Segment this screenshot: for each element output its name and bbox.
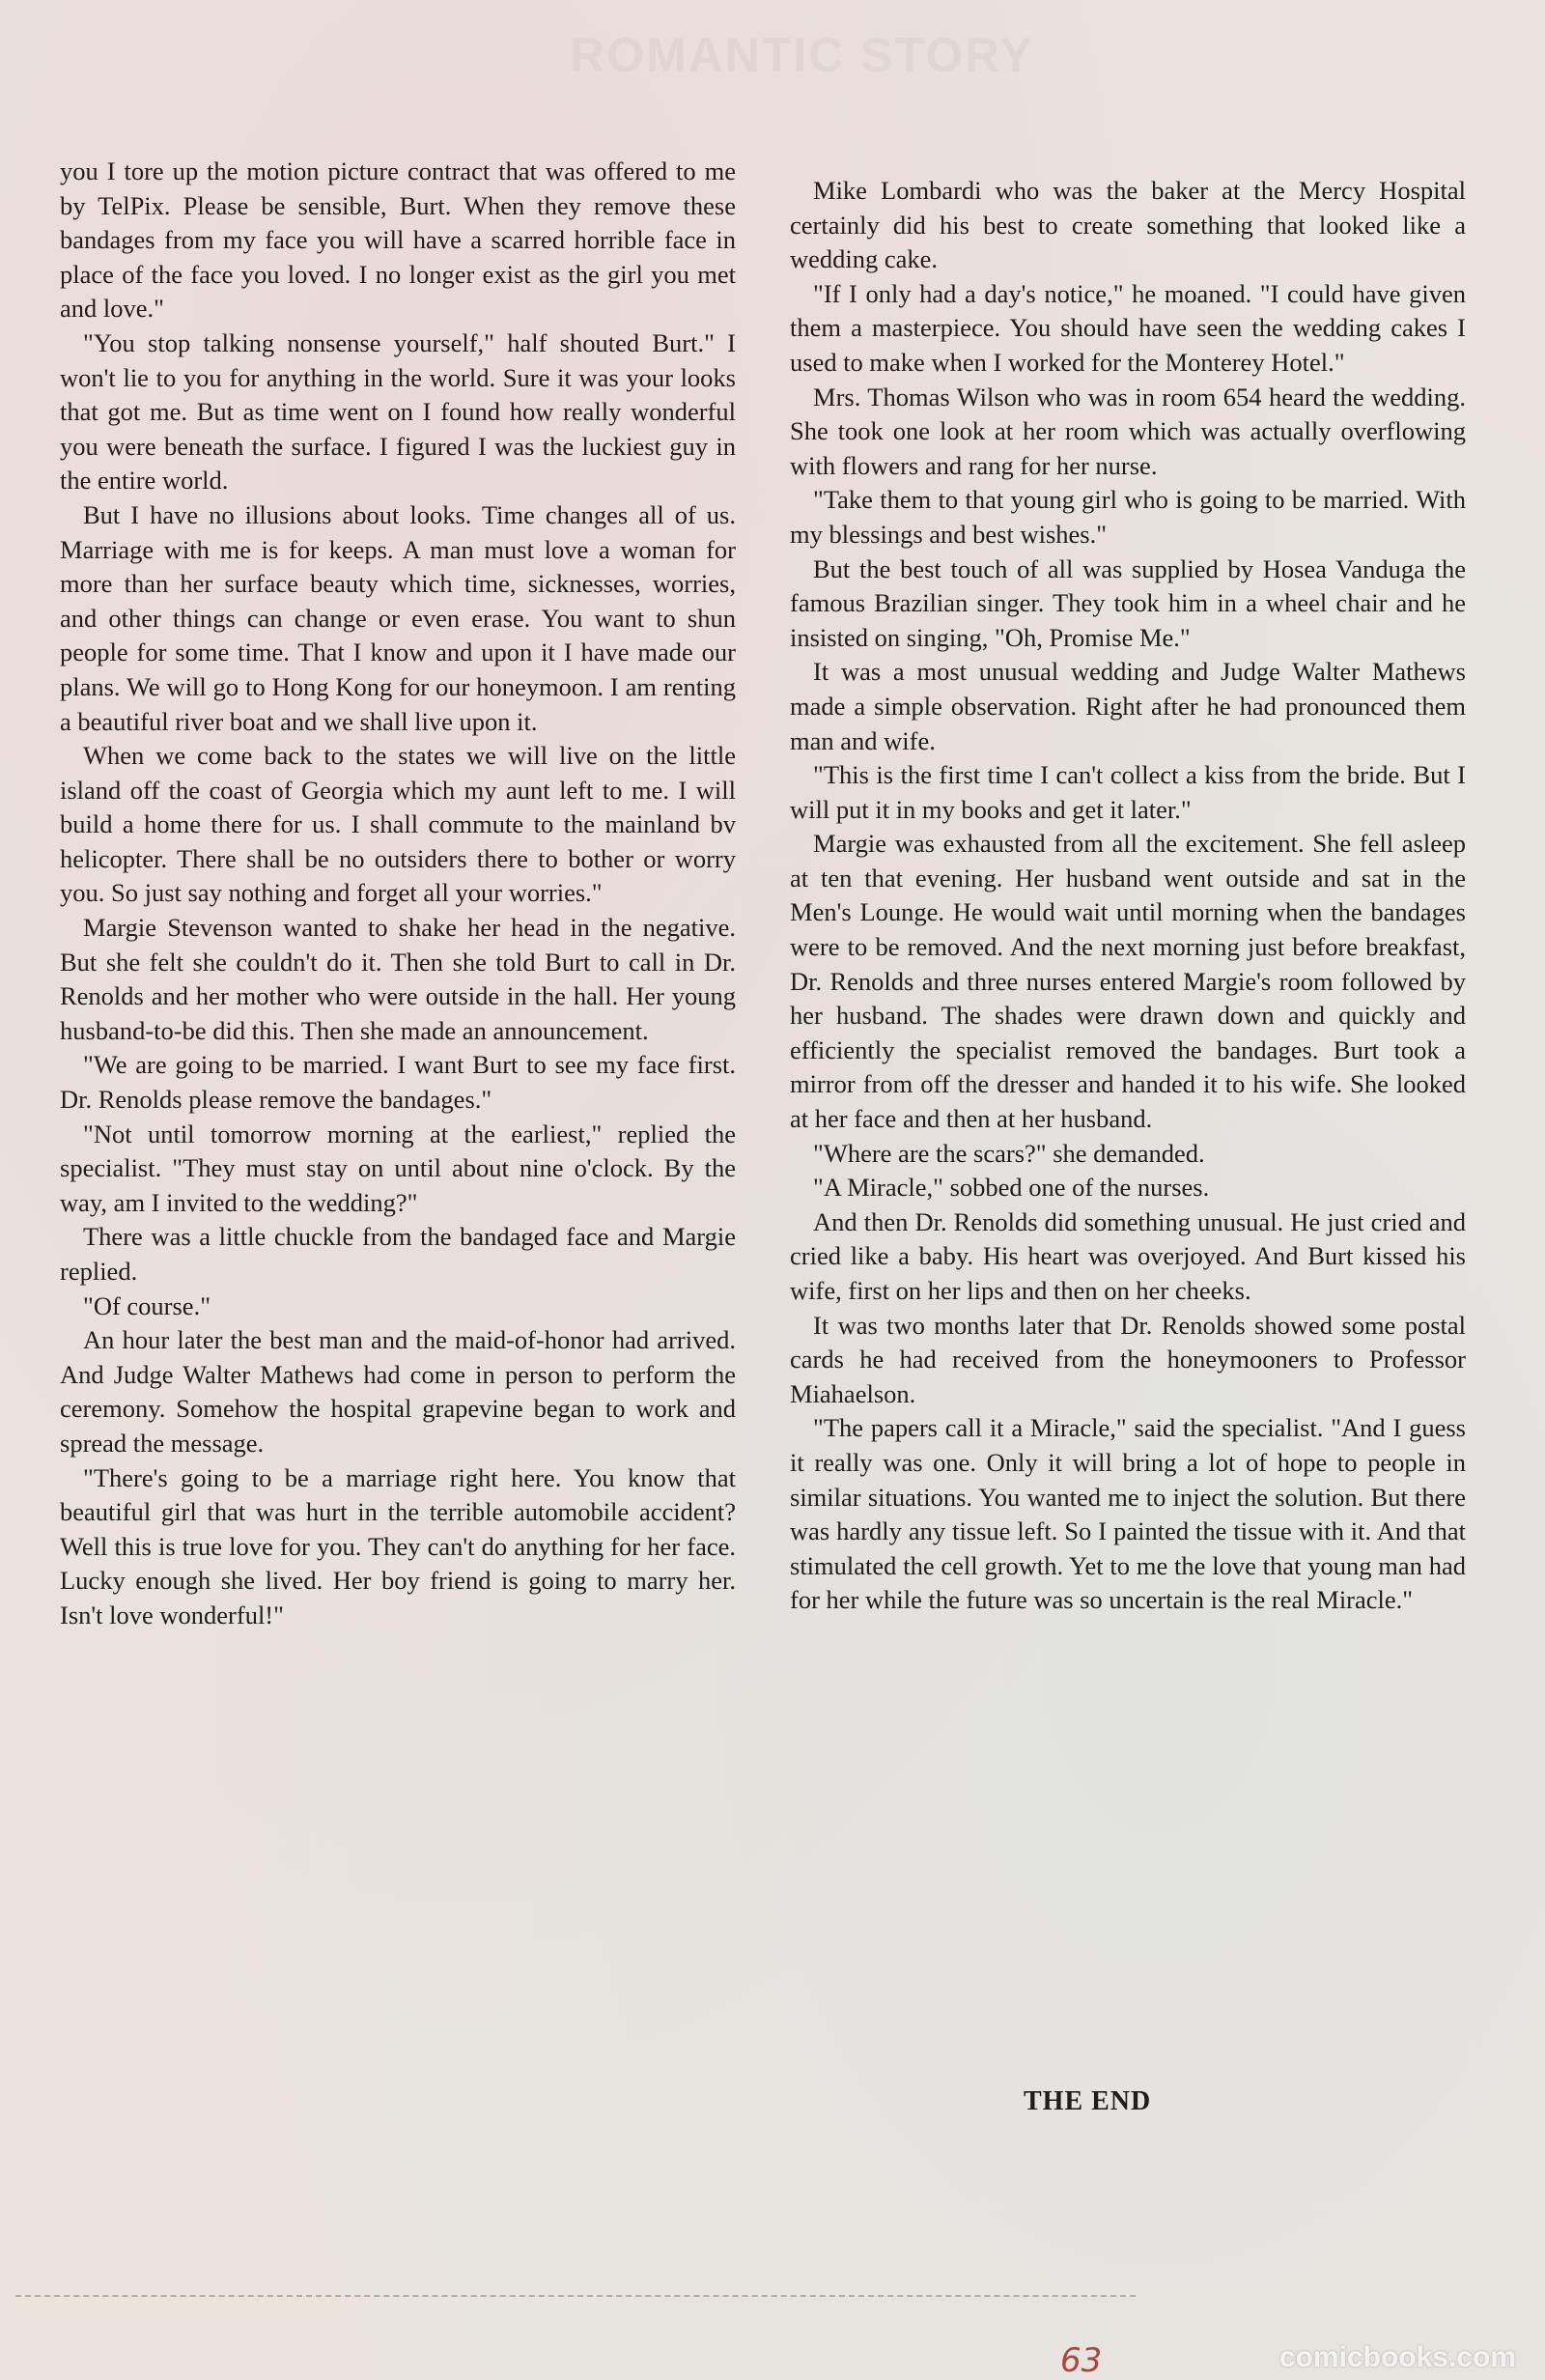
paragraph: "Take them to that young girl who is going to be married. With my blessings and best wishes."	[790, 485, 1466, 549]
paragraph: Margie was exhausted from all the excitement. She fell asleep at ten that evening. Her husband went outside and sat in the Men's Lounge. He would wait until morning when the bandages were to be removed. And the next morning just before breakfast, Dr. Renolds and three nurses entered Margie's room followed by her husband. The shades were drawn down and quickly and efficiently the specialist removed the bandages. Burt took a mirror from off the dresser and handed it to his wife. She looked at her face and then at her husband.	[790, 829, 1466, 1134]
paragraph: It was a most unusual wedding and Judge Walter Mathews made a simple observation. Right after he had pronounced them man and wife.	[790, 657, 1466, 755]
the-end-label: THE END	[1024, 2086, 1152, 2116]
bottom-divider	[15, 2295, 1136, 2297]
paragraph: But the best touch of all was supplied by Hosea Vanduga the famous Brazilian singer. They took him in a wheel chair and he insisted on singing, "Oh, Promise Me."	[790, 553, 1466, 652]
paragraph: Mike Lombardi who was the baker at the Mercy Hospital certainly did his best to create something that looked like a wedding cake.	[790, 176, 1466, 274]
paragraph: When we come back to the states we will live on the little island off the coast of Georgia which my aunt left to me. I will build a home there for us. I shall commute to the mainland bv helicopter. There shall be no outsiders there to bother or worry you. So just say nothing and forget all your worries."	[60, 741, 736, 908]
paragraph: "Not until tomorrow morning at the earliest," replied the specialist. "They must stay on until about nine o'clock. By the way, am I invited to the wedding?"	[60, 1119, 736, 1217]
site-watermark: comicbooks.com	[1278, 2341, 1516, 2373]
paragraph: "Of course."	[83, 1290, 211, 1320]
page-number: 63	[1060, 2341, 1103, 2380]
right-text-column	[790, 174, 1466, 1618]
paragraph: And then Dr. Renolds did something unusual. He just cried and cried like a baby. His heart was overjoyed. And Burt kissed his wife, first on her lips and then on her cheeks.	[790, 1206, 1466, 1305]
paragraph: "This is the first time I can't collect a kiss from the bride. But I will put it in my books and get it later."	[790, 760, 1466, 824]
paragraph: There was a little chuckle from the bandaged face and Margie replied.	[60, 1222, 736, 1286]
paragraph: "A Miracle," sobbed one of the nurses.	[813, 1173, 1210, 1203]
paragraph: It was two months later that Dr. Renolds showed some postal cards he had received from the honeymooners to Professor Miahaelson.	[790, 1310, 1466, 1408]
paragraph: "You stop talking nonsense yourself," half shouted Burt." I won't lie to you for anything in the world. Sure it was your looks that got me. But as time went on I found how really wonderful you were beneath the surface. I figured I was the luckiest guy in the entire world.	[60, 327, 736, 496]
paragraph: "The papers call it a Miracle," said the specialist. "And I guess it really was one. Only it will bring a lot of hope to people in similar situations. You wanted me to inject the solution. But there was hardly any tissue left. So I painted the tissue with it. And that stimulated the cell growth. Yet to me the love that young man had for her while the future was so uncertain is the real Miracle."	[790, 1413, 1466, 1615]
paragraph: An hour later the best man and the maid-of-honor had arrived. And Judge Walter Mathews had come in person to perform the ceremony. Somehow the hospital grapevine began to work and spread the message.	[60, 1325, 736, 1458]
paragraph: "There's going to be a marriage right here. You know that beautiful girl that was hurt in the terrible automobile accident? Well this is true love for you. They can't do anything for her face. Lucky enough she lived. Her boy friend is going to marry her. Isn't love wonderful!"	[60, 1462, 736, 1629]
faint-header-title: ROMANTIC STORY	[570, 28, 1034, 82]
paragraph: Margie Stevenson wanted to shake her head in the negative. But she felt she couldn't do it. Then she told Burt to call in Dr. Renolds and her mother who were outside in the hall. Her young husband-to-be did this. Then she made an announcement.	[60, 913, 736, 1045]
paragraph: "We are going to be married. I want Burt to see my face first. Dr. Renolds please remove the bandages."	[60, 1050, 736, 1115]
paragraph: "Where are the scars?" she demanded.	[813, 1138, 1205, 1168]
paragraph: Mrs. Thomas Wilson who was in room 654 heard the wedding. She took one look at her room which was actually overflowing with flowers and rang for her nurse.	[790, 382, 1466, 480]
left-text-column	[60, 155, 736, 1633]
paragraph: But I have no illusions about looks. Time changes all of us. Marriage with me is for keeps. A man must love a woman for more than her surface beauty which time, sicknesses, worries, and other things can change or even erase. You want to shun people for some time. That I know and upon it I have made our plans. We will go to Hong Kong for our honeymoon. I am renting a beautiful river boat and we shall live upon it.	[60, 499, 736, 736]
paragraph: "If I only had a day's notice," he moaned. "I could have given them a masterpiece. You should have seen the wedding cakes I used to make when I worked for the Monterey Hotel."	[790, 278, 1466, 377]
paragraph: you I tore up the motion picture contract that was offered to me by TelPix. Please be sensible, Burt. When they remove these bandages from my face you will have a scarred horrible face in place of the face you loved. I no longer exist as the girl you met and love."	[60, 156, 736, 324]
